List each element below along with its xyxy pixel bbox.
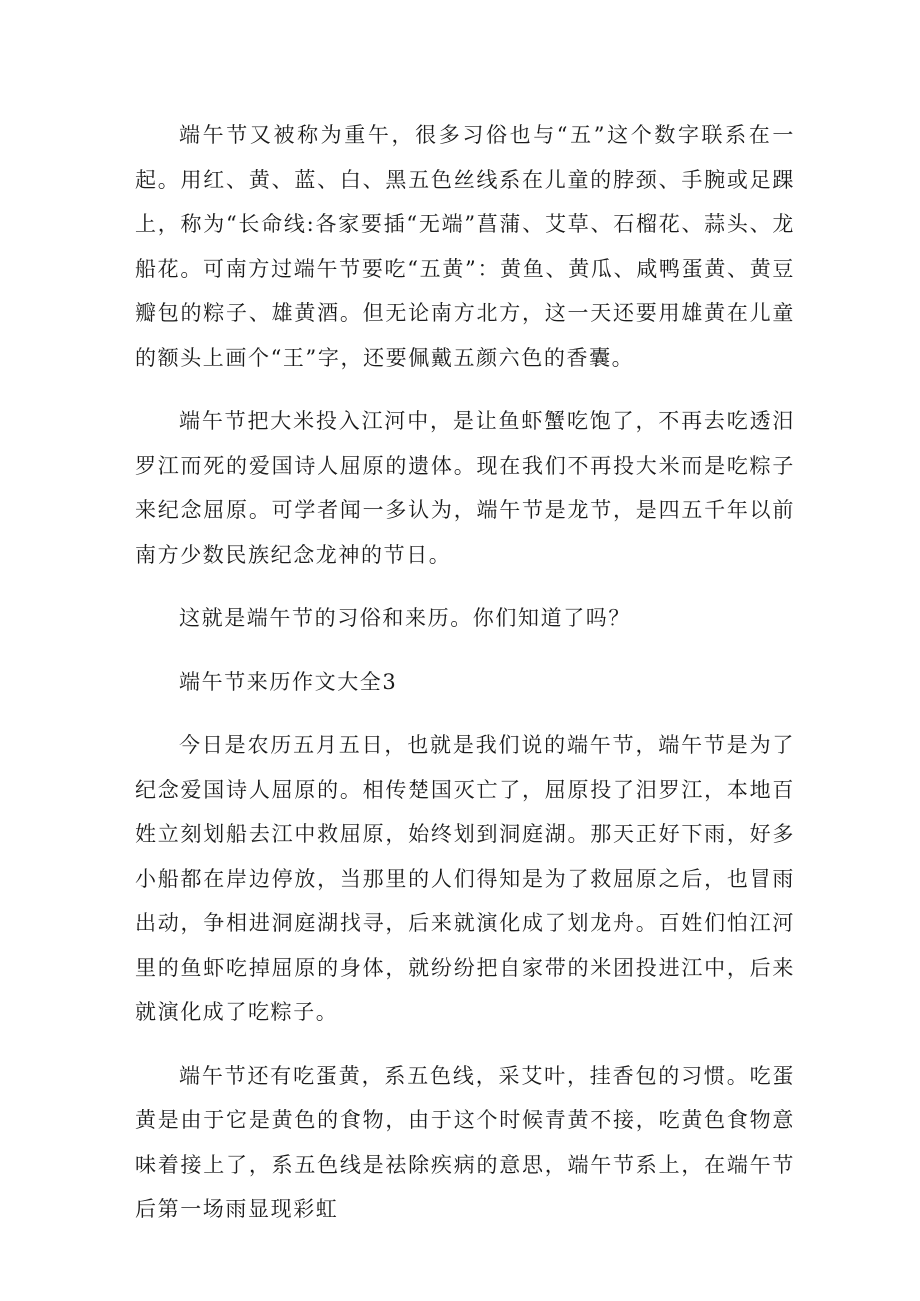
paragraph-question: 这就是端午节的习俗和来历。你们知道了吗？ <box>179 606 631 630</box>
paragraph-customs-five: 端午节又被称为重午，很多习俗也与“五”这个数字联系在一起。用红、黄、蓝、白、黑五色丝线系在儿童的脖颈、手腕或足踝上，称为“长命线:各家要插“无端”菖蒲、艾草、石榴花、蒜头、龙船花。可南方过端午节要吃“五黄”：黄鱼、黄瓜、咸鸭蛋黄、黄豆瓣包的粽子、雄黄酒。但无论南方北方，这一天还要用雄黄在儿童的额头上画个“王”字，还要佩戴五颜六色的香囊。 <box>135 123 795 370</box>
document-body <box>135 113 795 1251</box>
paragraph-rice-qu-yuan: 端午节把大米投入江河中，是让鱼虾蟹吃饱了，不再去吃透汨罗江而死的爱国诗人屈原的遗体。现在我们不再投大米而是吃粽子来纪念屈原。可学者闻一多认为，端午节是龙节，是四五千年以前南方少数民族纪念龙神的节日。 <box>135 409 795 567</box>
section-title: 端午节来历作文大全3 <box>179 669 398 694</box>
paragraph-egg-yolk-custom: 端午节还有吃蛋黄，系五色线，采艾叶，挂香包的习惯。吃蛋黄是由于它是黄色的食物，由于这个时候青黄不接，吃黄色食物意味着接上了，系五色线是祛除疾病的意思，端午节系上，在端午节后第一场雨显现彩虹 <box>135 1063 795 1221</box>
paragraph-origin-story: 今日是农历五月五日，也就是我们说的端午节，端午节是为了纪念爱国诗人屈原的。相传楚国灭亡了，屈原投了汨罗江，本地百姓立刻划船去江中救屈原，始终划到洞庭湖。那天正好下雨，好多小船都在岸边停放，当那里的人们得知是为了救屈原之后，也冒雨出动，争相进洞庭湖找寻，后来就演化成了划龙舟。百姓们怕江河里的鱼虾吃掉屈原的身体，就纷纷把自家带的米团投进江中，后来就演化成了吃粽子。 <box>135 733 795 1024</box>
